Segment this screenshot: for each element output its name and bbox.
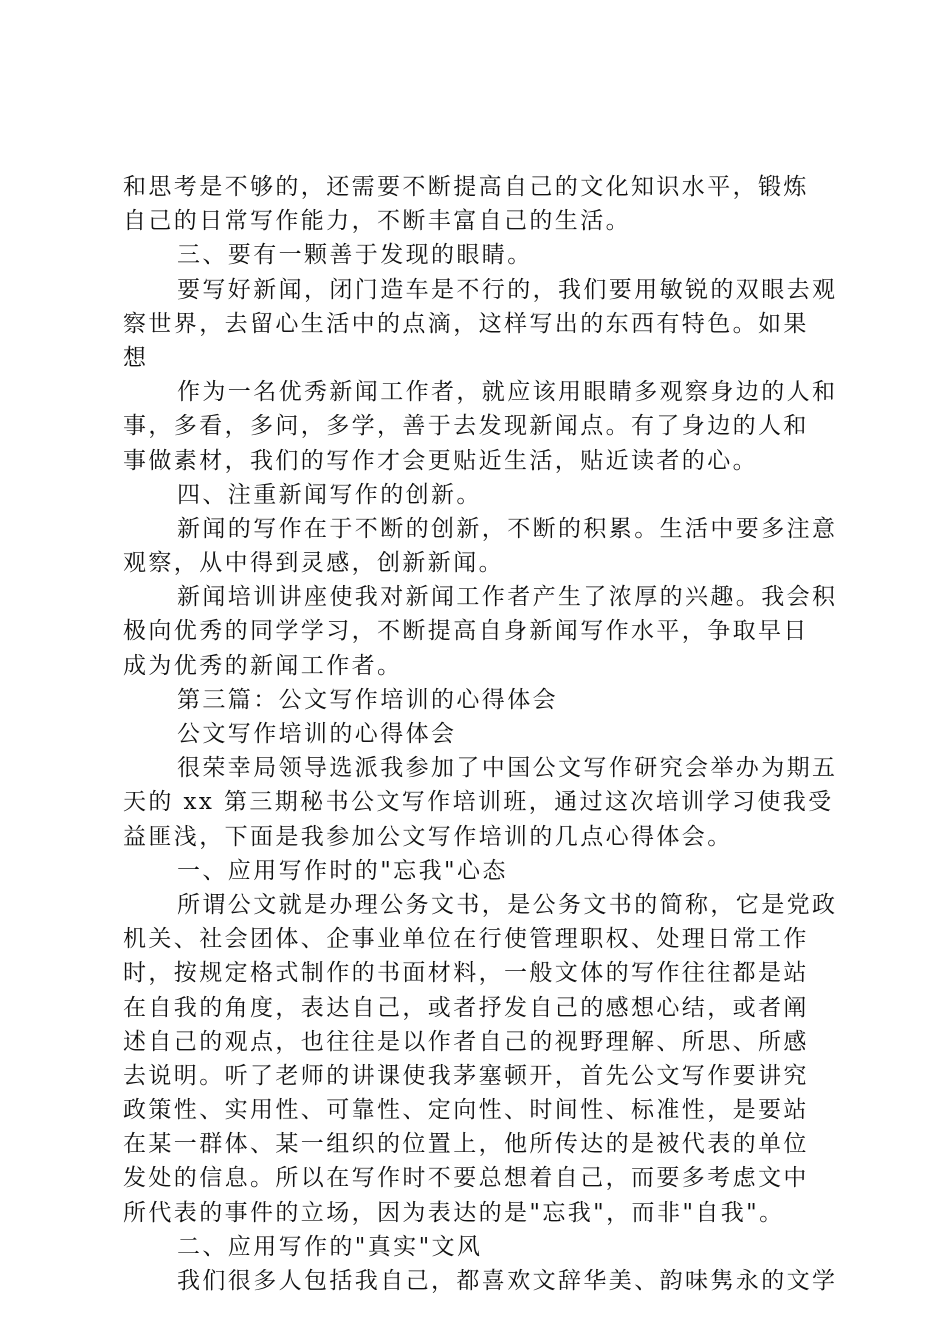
text-line: 自己的日常写作能力，不断丰富自己的生活。 <box>123 208 631 235</box>
text-line: 和思考是不够的，还需要不断提高自己的文化知识水平，锻炼 <box>123 174 809 200</box>
text-line: 在自我的角度，表达自己，或者抒发自己的感想心结，或者阐 <box>123 994 809 1021</box>
text-line: 所代表的事件的立场，因为表达的是"忘我"，而非"自我"。 <box>123 1199 785 1226</box>
text-line: 第三篇：公文写作培训的心得体会 <box>177 686 558 713</box>
text-line: 新闻的写作在于不断的创新，不断的积累。生活中要多注意 <box>177 515 838 542</box>
text-line: 述自己的观点，也往往是以作者自己的视野理解、所思、所感 <box>123 1028 809 1055</box>
text-line: 二、应用写作的"真实"文风 <box>177 1233 483 1260</box>
text-line: 时，按规定格式制作的书面材料，一般文体的写作往往都是站 <box>123 960 809 987</box>
text-line: 所谓公文就是办理公务文书，是公务文书的简称，它是党政 <box>177 891 838 918</box>
text-line: 事，多看，多问，多学，善于去发现新闻点。有了身边的人和 <box>123 413 809 440</box>
text-line: 在某一群体、某一组织的位置上，他所传达的是被代表的单位 <box>123 1131 809 1158</box>
text-line: 事做素材，我们的写作才会更贴近生活，贴近读者的心。 <box>123 447 758 474</box>
text-line: 机关、社会团体、企事业单位在行使管理职权、处理日常工作 <box>123 926 809 953</box>
text-line: 要写好新闻，闭门造车是不行的，我们要用敏锐的双眼去观 <box>177 276 838 303</box>
text-line: 一、应用写作时的"忘我"心态 <box>177 857 508 884</box>
text-line: 很荣幸局领导选派我参加了中国公文写作研究会举办为期五 <box>177 755 838 782</box>
text-line: 成为优秀的新闻工作者。 <box>123 652 403 679</box>
text-line: 发处的信息。所以在写作时不要总想着自己，而要多考虑文中 <box>123 1165 809 1192</box>
text-line: 益匪浅，下面是我参加公文写作培训的几点心得体会。 <box>123 823 733 850</box>
text-line: 我们很多人包括我自己，都喜欢文辞华美、韵味隽永的文学 <box>177 1268 838 1294</box>
text-line: 四、注重新闻写作的创新。 <box>177 481 482 508</box>
text-line: 天的 xx 第三期秘书公文写作培训班，通过这次培训学习使我受 <box>123 789 834 816</box>
text-line: 作为一名优秀新闻工作者，就应该用眼睛多观察身边的人和 <box>177 379 838 406</box>
text-line: 极向优秀的同学学习，不断提高自身新闻写作水平，争取早日 <box>123 618 809 645</box>
text-line: 新闻培训讲座使我对新闻工作者产生了浓厚的兴趣。我会积 <box>177 584 838 611</box>
text-line: 公文写作培训的心得体会 <box>177 721 457 747</box>
document-body <box>123 170 838 1298</box>
text-line: 三、要有一颗善于发现的眼睛。 <box>177 242 533 269</box>
text-line: 想 <box>123 344 149 371</box>
text-line: 观察，从中得到灵感，创新新闻。 <box>123 550 504 577</box>
text-line: 政策性、实用性、可靠性、定向性、时间性、标准性，是要站 <box>123 1097 809 1124</box>
text-line: 去说明。听了老师的讲课使我茅塞顿开，首先公文写作要讲究 <box>123 1062 809 1089</box>
text-line: 察世界，去留心生活中的点滴，这样写出的东西有特色。如果 <box>123 310 809 337</box>
